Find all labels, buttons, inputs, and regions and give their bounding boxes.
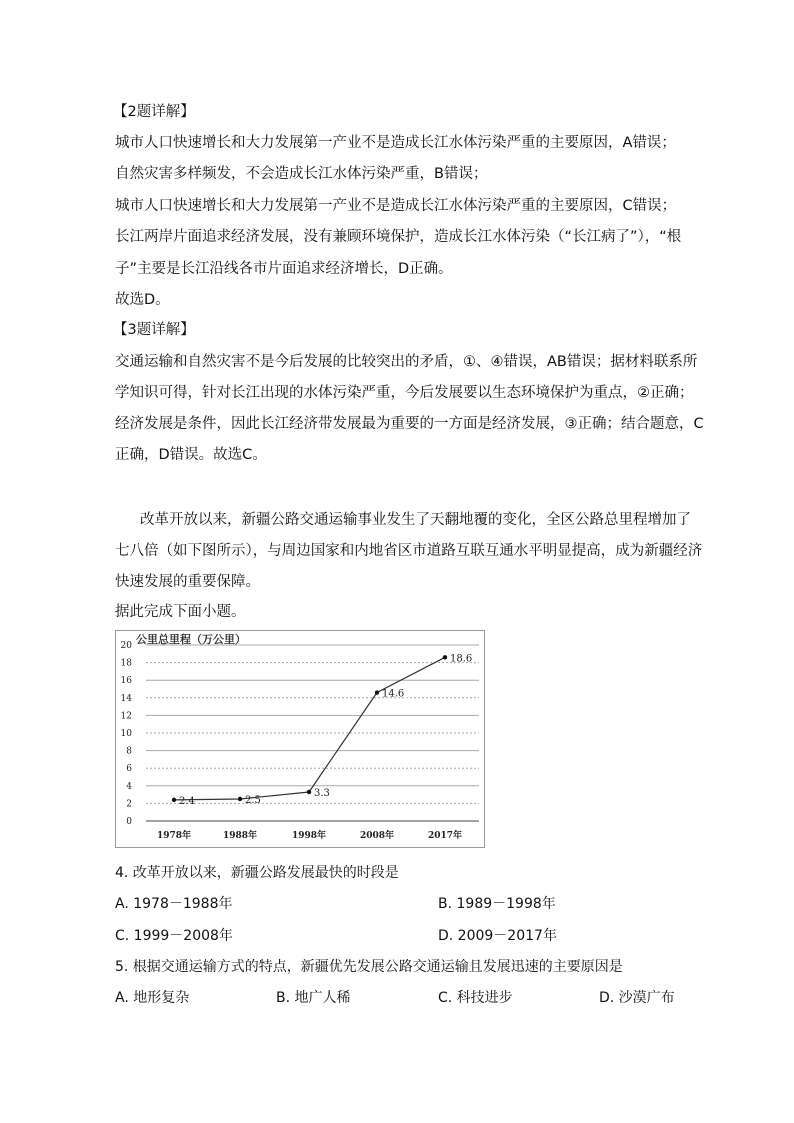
y-tick-label: 2 [126,799,132,810]
y-tick-label: 10 [120,729,132,739]
q4-option-a[interactable]: A. 1978－1988年 [115,896,233,912]
q2-line-5: 子”主要是长江沿线各市片面追求经济增长，D正确。 [115,261,453,277]
data-label: 2.5 [245,795,261,806]
y-tick-label: 4 [126,781,132,792]
q2-line-3: 城市人口快速增长和大力发展第一产业不是造成长江水体污染严重的主要原因，C错误； [115,198,677,214]
data-point [238,797,242,801]
series-line [174,657,445,800]
q2-heading: 【2题详解】 [113,104,195,120]
y-tick-label: 16 [120,676,132,687]
y-tick-label: 14 [120,693,132,704]
q5-option-b[interactable]: B. 地广人稀 [276,990,351,1006]
q5-option-d[interactable]: D. 沙漠广布 [599,990,675,1006]
q3-line-1: 交通运输和自然灾害不是今后发展的比较突出的矛盾，①、④错误，AB错误；据材料联系所 [115,354,698,370]
q2-line-2: 自然灾害多样频发，不会造成长江水体污染严重，B错误； [115,166,488,182]
q4-option-b[interactable]: B. 1989－1998年 [438,896,556,912]
highway-mileage-chart [115,630,485,848]
q4-option-c[interactable]: C. 1999－2008年 [115,928,233,944]
q5-option-a[interactable]: A. 地形复杂 [115,990,190,1006]
data-label: 14.6 [382,688,405,700]
y-tick-label: 6 [126,764,132,775]
q3-line-2: 学知识可得，针对长江出现的水体污染严重，今后发展要以生态环境保护为重点，②正确； [115,385,694,401]
q3-line-3: 经济发展是条件，因此长江经济带发展最为重要的一方面是经济发展，③正确；结合题意，C [115,416,704,432]
intro-line-2: 七八倍（如下图所示），与周边国家和内地省区市道路互联互通水平明显提高，成为新疆经济 [115,543,703,559]
x-tick-label: 1988年 [222,831,258,841]
x-tick-label: 2008年 [359,831,395,841]
y-tick-label: 12 [120,711,132,722]
data-label: 18.6 [450,653,473,665]
x-tick-label: 1998年 [291,831,327,841]
data-point [307,790,311,794]
intro-prompt: 据此完成下面小题。 [115,604,246,620]
y-tick-label: 8 [126,746,132,757]
y-axis-ticks [121,641,133,827]
x-tick-label: 1978年 [156,831,192,841]
q3-heading: 【3题详解】 [113,322,195,338]
data-point [375,690,379,694]
intro-line-1: 改革开放以来，新疆公路交通运输事业发生了天翻地覆的变化，全区公路总里程增加了 [140,512,691,528]
data-point [443,655,447,659]
data-label: 2.4 [179,795,195,807]
q3-line-4: 正确，D错误。故选C。 [115,447,267,463]
data-labels [179,653,472,807]
intro-line-3: 快速发展的重要保障。 [115,574,260,590]
data-label: 3.3 [314,787,330,799]
q2-line-1: 城市人口快速增长和大力发展第一产业不是造成长江水体污染严重的主要原因，A错误； [115,135,676,151]
data-point [172,798,176,802]
q4-stem: 4. 改革开放以来，新疆公路发展最快的时段是 [115,865,399,881]
chart-canvas [116,631,484,847]
x-axis-ticks [157,829,462,841]
chart-grid [146,645,479,821]
chart-title: 公里总里程（万公里） [136,633,246,646]
q2-conclusion: 故选D。 [115,292,170,308]
y-tick-label: 18 [120,658,132,669]
q2-line-4: 长江两岸片面追求经济发展，没有兼顾环境保护，造成长江水体污染（“长江病了”），“根 [115,229,682,245]
q4-option-d[interactable]: D. 2009－2017年 [438,928,557,944]
q5-stem: 5. 根据交通运输方式的特点，新疆优先发展公路交通运输且发展迅速的主要原因是 [115,959,623,975]
y-tick-label: 0 [126,817,132,827]
y-tick-label: 20 [120,641,132,651]
x-tick-label: 2017年 [427,831,463,841]
q5-option-c[interactable]: C. 科技进步 [438,990,513,1006]
